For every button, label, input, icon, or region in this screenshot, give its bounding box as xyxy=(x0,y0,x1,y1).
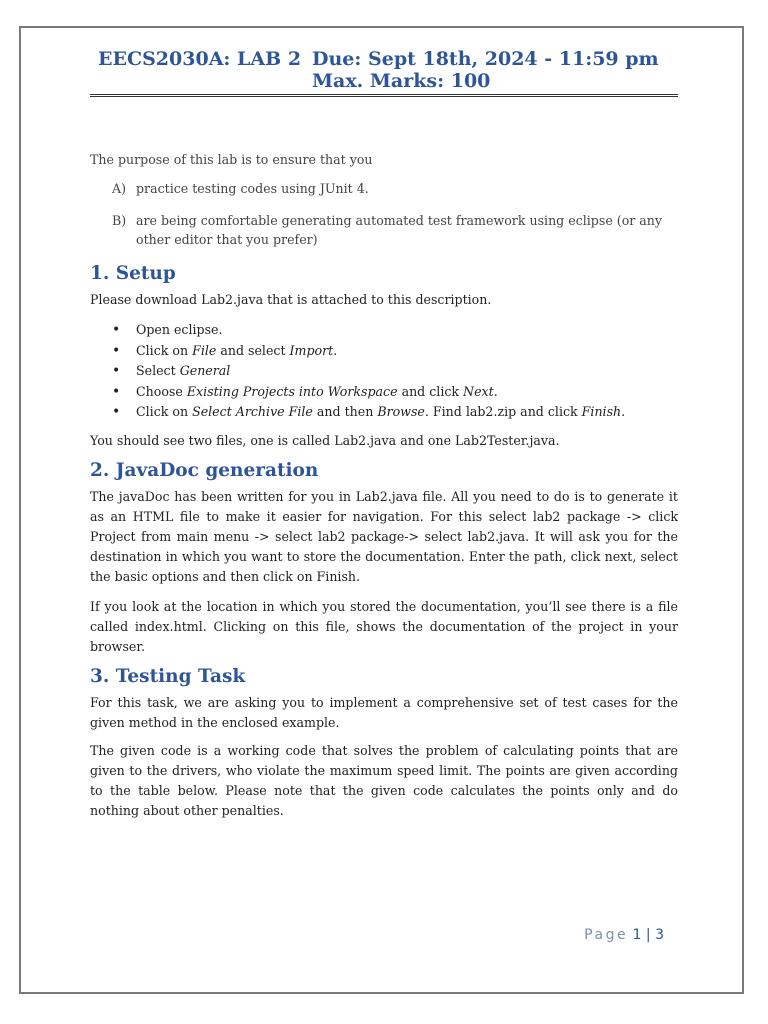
text-run: and select xyxy=(216,342,290,358)
bullet-item xyxy=(112,402,678,423)
section-heading: 2. JavaDoc generation xyxy=(90,459,319,481)
due-block xyxy=(312,48,659,92)
paragraph xyxy=(90,431,678,451)
page-separator: | xyxy=(645,927,651,943)
max-marks: Max. Marks: 100 xyxy=(312,70,491,92)
paragraph xyxy=(90,290,678,310)
section-2 xyxy=(90,458,678,657)
course-title: EECS2030A: LAB 2 xyxy=(98,48,302,70)
sections xyxy=(90,261,678,821)
bullet-item xyxy=(112,382,678,403)
paragraph xyxy=(90,487,678,587)
text-run: If you look at the location in which you stored the documentation, you’ll see there is a file called index.html. Clicking on this file, shows the documentation of the project in your browser. xyxy=(90,598,678,654)
text-run: The given code is a working code that solves the problem of calculating points that are given to the drivers, who violate the maximum speed limit. The points are given according to the table below. Please note that the given code calculates the points only and do nothing about other penalties. xyxy=(90,742,678,818)
emphasis-text: File xyxy=(192,342,217,358)
bullet-item xyxy=(112,341,678,362)
emphasis-text: Select Archive File xyxy=(192,404,313,419)
document-body xyxy=(90,150,678,821)
text-run: . xyxy=(493,383,498,399)
section-heading: 1. Setup xyxy=(90,263,176,284)
section-3 xyxy=(90,664,678,821)
text-run: Click on xyxy=(136,404,193,419)
bullet-item xyxy=(112,361,678,382)
paragraph xyxy=(90,693,678,733)
text-run: Open eclipse. xyxy=(136,322,223,337)
text-run: Please download Lab2.java that is attached to this description. xyxy=(90,292,492,307)
intro-text: The purpose of this lab is to ensure that you xyxy=(90,152,373,167)
section-heading: 3. Testing Task xyxy=(90,665,246,687)
due-date: Due: Sept 18th, 2024 - 11:59 pm xyxy=(312,48,659,70)
bullet-list xyxy=(90,320,678,423)
text-run: . xyxy=(621,404,626,419)
emphasis-text: Next xyxy=(463,383,494,399)
paragraph xyxy=(90,597,678,657)
header-divider xyxy=(90,94,678,97)
section-1 xyxy=(90,261,678,451)
intro-list-item xyxy=(112,211,678,249)
emphasis-text: Browse xyxy=(377,404,425,419)
text-run: and then xyxy=(312,404,378,419)
text-run: and click xyxy=(397,383,464,399)
list-marker: B) xyxy=(112,213,127,228)
text-run: . Find lab2.zip and click xyxy=(424,404,582,419)
intro-list xyxy=(90,179,678,249)
list-item-text: are being comfortable generating automated test framework using eclipse (or any other editor that you prefer) xyxy=(136,213,663,247)
text-run: You should see two files, one is called Lab2.java and one Lab2Tester.java. xyxy=(90,432,560,448)
text-run: For this task, we are asking you to implement a comprehensive set of test cases for the given method in the enclosed example. xyxy=(90,694,678,730)
text-run: The javaDoc has been written for you in Lab2.java file. All you need to do is to generate it as an HTML file to make it easier for navigation. For this select lab2 package -> click Project from main menu -> select lab2 package-> select lab2.java. It will ask you for the destination in which you want to store the documentation. Enter the path, click next, select the basic options and then click on Finish. xyxy=(90,488,678,584)
emphasis-text: General xyxy=(179,363,231,378)
paragraph xyxy=(90,741,678,821)
list-marker: A) xyxy=(112,181,127,196)
text-run: Select xyxy=(136,363,180,378)
page-number: 1 xyxy=(632,927,642,943)
list-item-text: practice testing codes using JUnit 4. xyxy=(136,181,369,196)
bullet-item xyxy=(112,320,678,341)
emphasis-text: Finish xyxy=(581,404,622,419)
text-run: . xyxy=(333,342,338,358)
page-total: 3 xyxy=(655,927,664,943)
page-label: Page xyxy=(584,927,629,943)
text-run: Click on xyxy=(136,342,193,358)
emphasis-text: Existing Projects into Workspace xyxy=(186,383,398,399)
text-run: Choose xyxy=(136,383,187,399)
intro-list-item xyxy=(112,179,678,199)
page-footer xyxy=(584,927,664,943)
emphasis-text: Import xyxy=(289,342,334,358)
